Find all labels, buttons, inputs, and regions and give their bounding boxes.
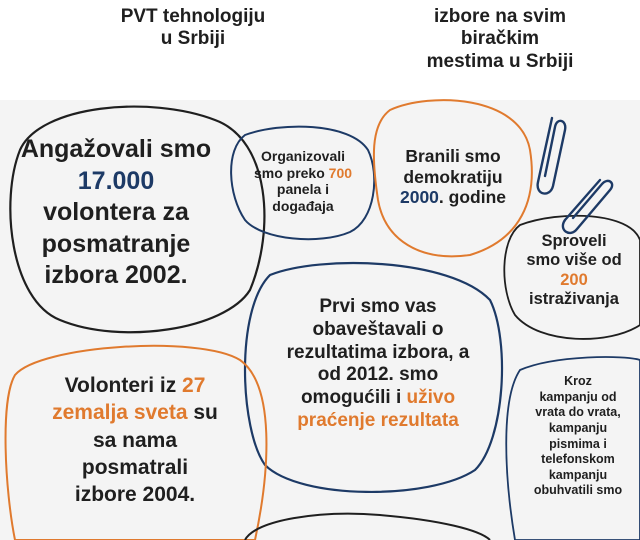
card-1-line-5: izbora 2002. [44, 261, 188, 289]
blob-bottom [245, 514, 490, 540]
card-5-line-5-text: omogućili i [300, 387, 407, 409]
card-2-line-2-text: smo preko [253, 164, 329, 181]
card-4-number: 200 [560, 270, 588, 289]
header-right-line-2: biračkim [460, 28, 540, 50]
card-3-line-3 [378, 187, 528, 208]
card-2-number: 700 [328, 164, 353, 181]
card-5-line-4: od 2012. smo [317, 364, 439, 386]
card-6-countries: zemalja sveta [52, 401, 188, 425]
card-2-line-3: panela i [276, 181, 330, 198]
header-right-line-3: mestima u Srbiji [426, 50, 574, 72]
header-left [88, 6, 298, 51]
header-right-line-1: izbore na svim [434, 6, 566, 27]
card-panels [236, 148, 370, 214]
paperclip-icon-2 [563, 180, 612, 233]
card-democracy [378, 146, 528, 208]
card-7-line-1: Kroz [564, 374, 592, 388]
card-7-line-3: vrata do vrata, [535, 405, 621, 420]
card-6-line-1-text: Volonteri iz [64, 374, 183, 397]
header-right [390, 6, 610, 73]
card-5-line-1: Prvi smo vas [319, 296, 437, 317]
card-6-line-2-text: su [187, 401, 218, 425]
card-1-line-4: posmatranje [41, 229, 191, 258]
card-4-line-4: istraživanja [529, 290, 619, 309]
card-7-line-5: pismima i [549, 436, 607, 451]
card-7-line-4: kampanju [548, 420, 608, 435]
card-7-line-2: kampanju od [539, 389, 617, 404]
card-1-number: 17.000 [77, 166, 155, 195]
card-5-line-3: rezultatima izbora, a [286, 341, 470, 363]
card-5-line-5 [252, 387, 504, 410]
card-1-line-3: volontera za [43, 198, 189, 226]
card-4-line-1: Sproveli [541, 232, 607, 250]
card-results [252, 296, 504, 433]
card-7-line-7: kampanju [548, 467, 608, 482]
card-2-line-1: Organizovali [260, 148, 346, 164]
card-1-line-1: Angažovali smo [20, 135, 212, 163]
paperclip-icon [538, 118, 566, 194]
card-6-line-1 [20, 372, 250, 399]
card-3-line-3-text: . godine [438, 187, 506, 208]
card-5-line-2: obaveštavali o [312, 318, 444, 340]
header-left-line-1: PVT tehnologiju [120, 6, 266, 27]
card-2-line-4: događaja [272, 197, 334, 214]
card-research [508, 232, 640, 310]
card-5-live: uživo [406, 387, 456, 409]
card-6-line-2 [20, 399, 250, 426]
card-4-line-2: smo više od [526, 251, 622, 270]
card-2-line-2 [236, 165, 370, 182]
card-3-number: 2000 [399, 187, 439, 208]
card-3-line-1: Branili smo [405, 146, 501, 166]
card-5-line-6: praćenje rezultata [297, 409, 459, 431]
card-7-line-6: telefonskom [541, 452, 615, 467]
card-6-line-4: posmatrali [81, 455, 189, 479]
card-6-line-3: sa nama [92, 428, 178, 452]
card-3-line-2: demokratiju [403, 166, 503, 187]
card-6-number: 27 [182, 374, 206, 397]
card-volunteers-2002 [0, 134, 232, 292]
header-left-line-2: u Srbiji [160, 28, 226, 50]
card-7-line-8: obuhvatili smo [533, 483, 623, 498]
card-campaign [516, 374, 640, 499]
card-international-volunteers [20, 372, 250, 508]
card-6-line-5: izbore 2004. [74, 483, 196, 507]
